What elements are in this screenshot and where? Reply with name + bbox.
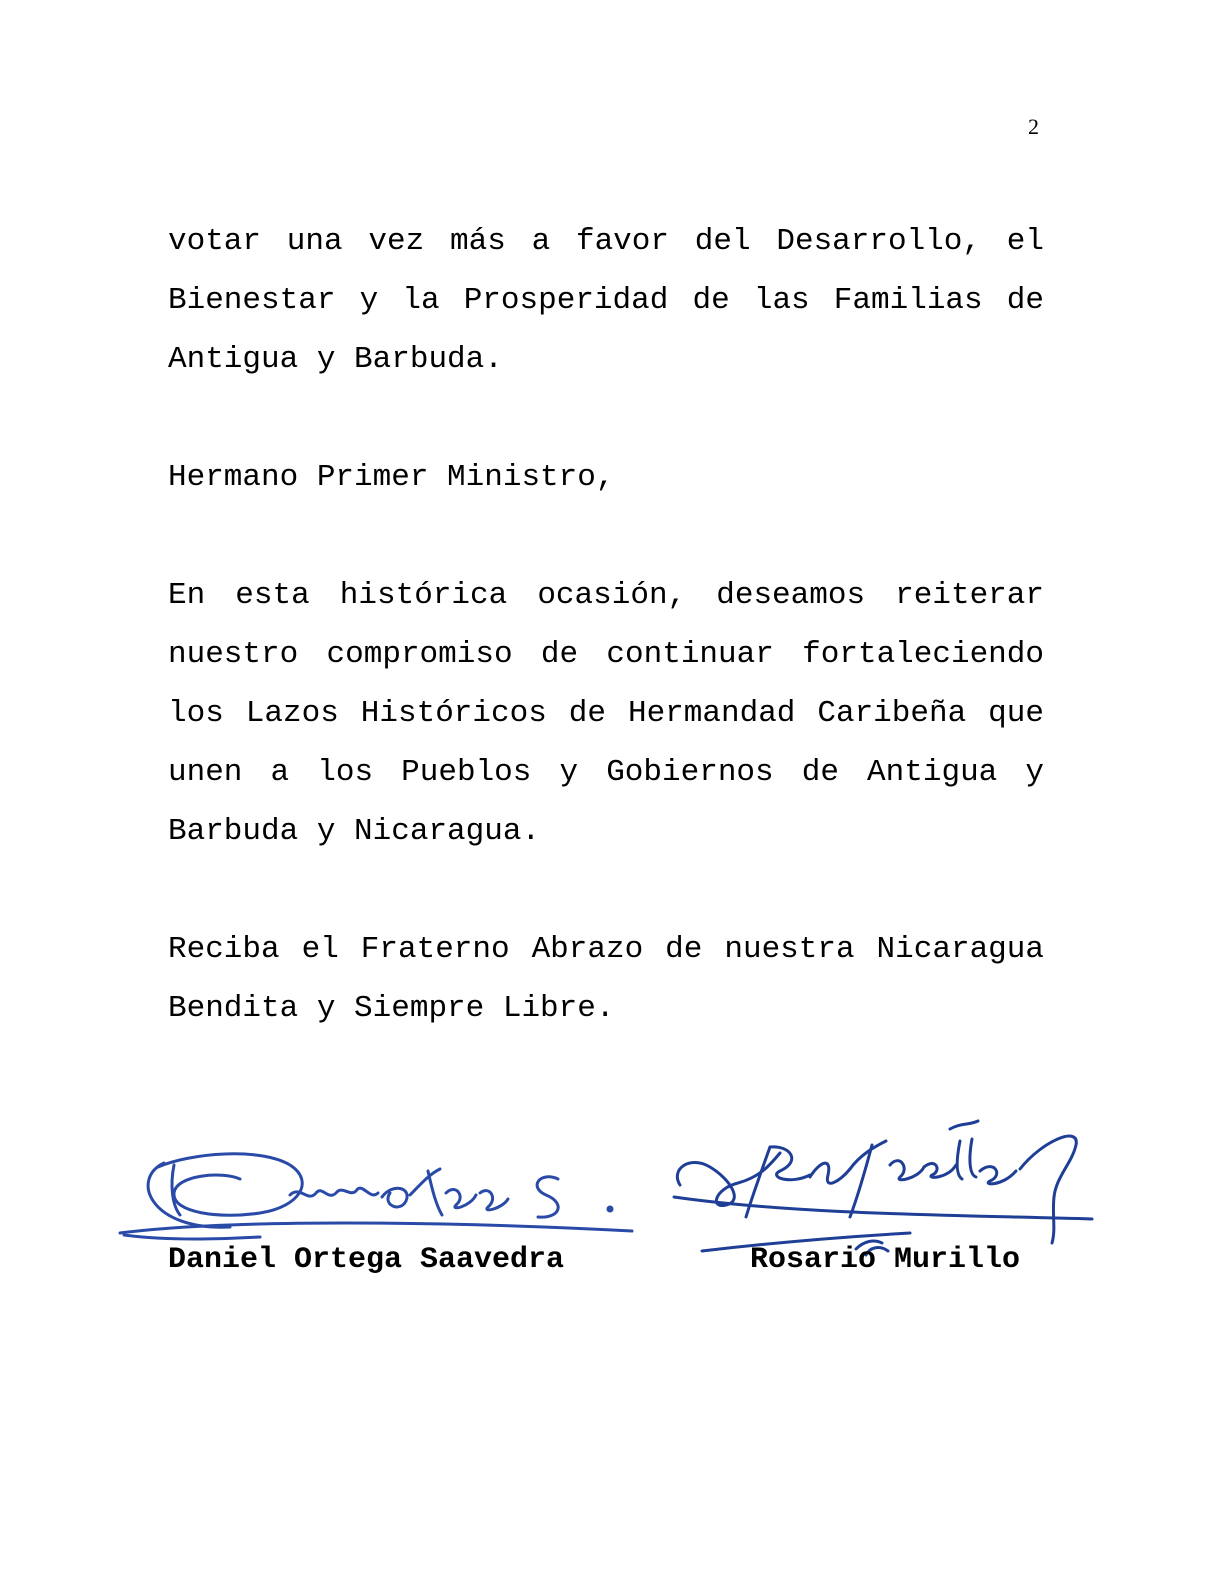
paragraph-4: Reciba el Fraterno Abrazo de nuestra Nicaragua Bendita y Siempre Libre. (168, 932, 1044, 1026)
paragraph-3: En esta histórica ocasión, deseamos reiterar nuestro compromiso de continuar fortaleciendo los Lazos Históricos de Hermandad Caribeña que unen a los Pueblos y Gobiernos de Antigua y Barbuda y Nicaragua. (168, 578, 1044, 849)
signatory-name-right: Rosario Murillo (750, 1243, 1021, 1277)
signatory-name-left: Daniel Ortega Saavedra (168, 1243, 565, 1277)
paragraph-2: Hermano Primer Ministro, (168, 460, 615, 495)
page-number: 2 (1028, 114, 1039, 139)
signature-daniel-ortega (110, 1135, 640, 1255)
signature-rosario-murillo (660, 1105, 1100, 1265)
paragraph-1: votar una vez más a favor del Desarrollo, el Bienestar y la Prosperidad de las Familias de Antigua y Barbuda. (168, 224, 1044, 377)
